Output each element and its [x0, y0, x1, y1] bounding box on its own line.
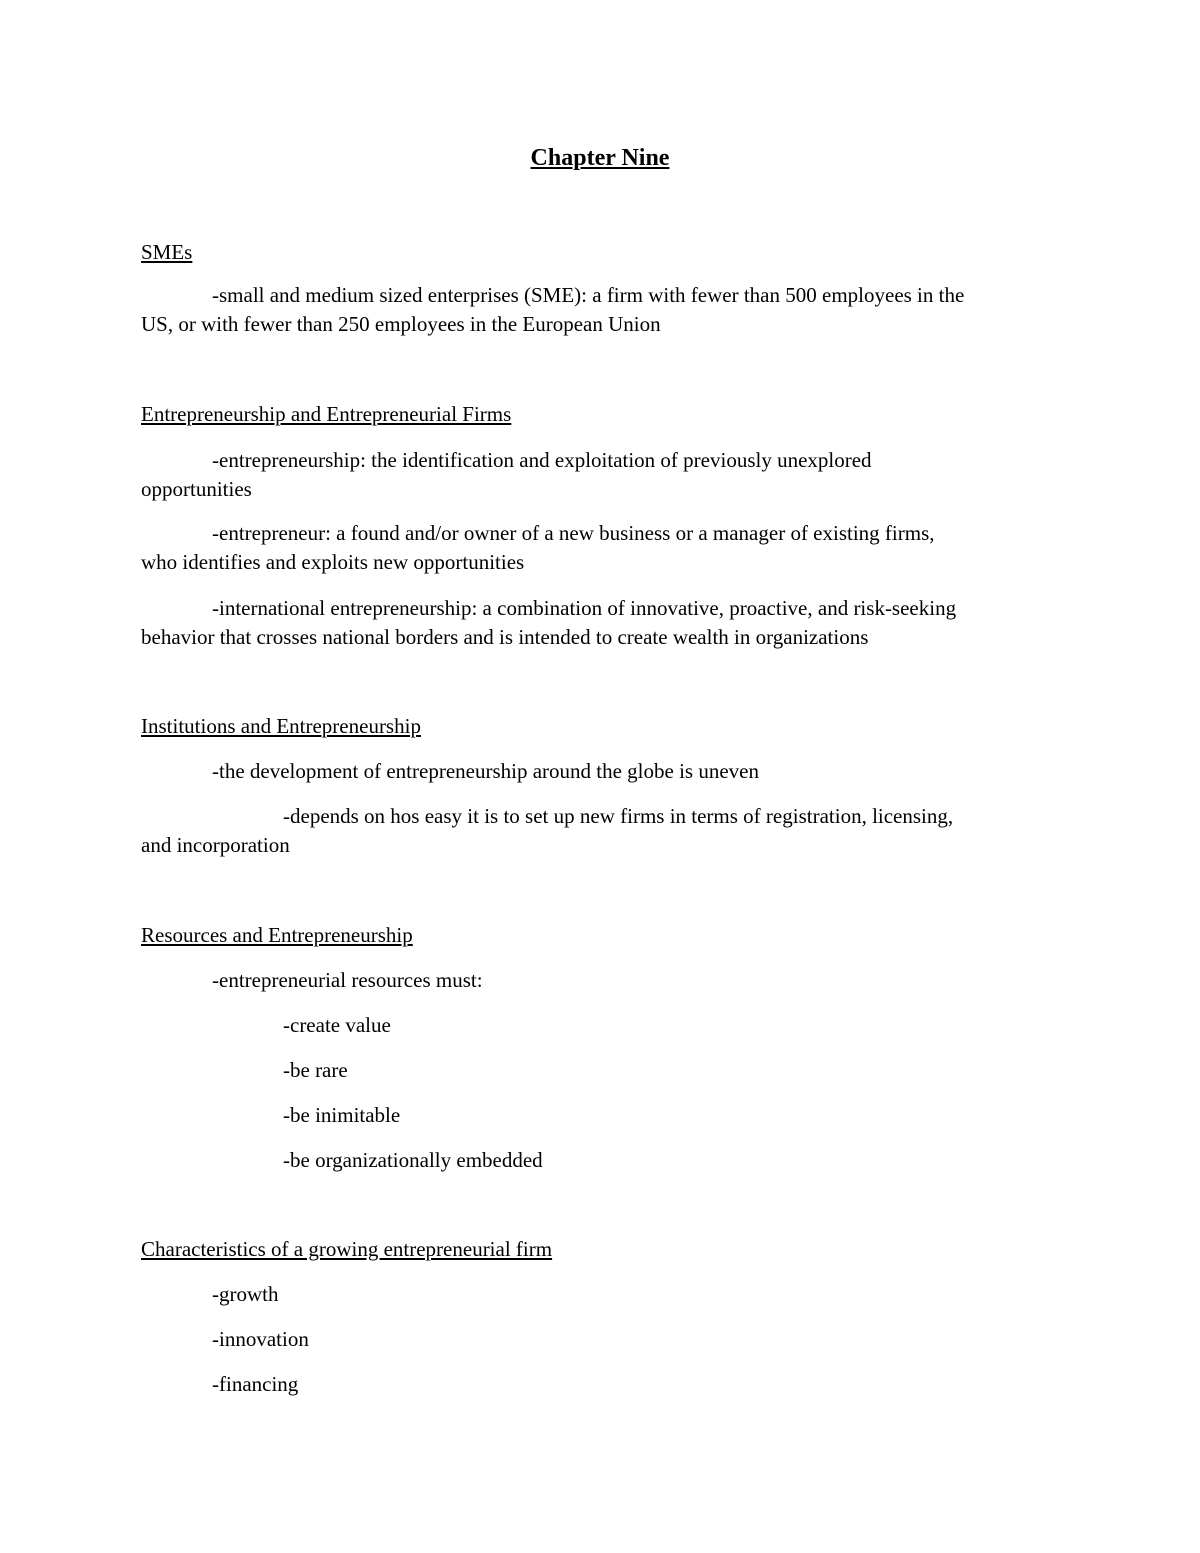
- section-heading-smes: SMEs: [141, 240, 193, 264]
- list-item: -be rare: [283, 1058, 348, 1082]
- paragraph-international-entrepreneurship: [141, 594, 1071, 652]
- paragraph-entrepreneurship-definition: [141, 446, 1071, 504]
- list-item: -be organizationally embedded: [283, 1148, 543, 1172]
- paragraph-line: -entrepreneurship: the identification and exploitation of previously unexplored: [212, 448, 872, 472]
- paragraph-line: -depends on hos easy it is to set up new firms in terms of registration, licensing,: [283, 804, 954, 828]
- list-item: -financing: [212, 1372, 299, 1396]
- paragraph-sme-definition: [141, 281, 1071, 339]
- paragraph-line: opportunities: [141, 477, 252, 501]
- section-heading-institutions: Institutions and Entrepreneurship: [141, 714, 421, 738]
- list-item: -innovation: [212, 1327, 309, 1351]
- paragraph-line: who identifies and exploits new opportunities: [141, 550, 525, 574]
- paragraph-line: and incorporation: [141, 833, 290, 857]
- paragraph-line: US, or with fewer than 250 employees in the European Union: [141, 312, 661, 336]
- paragraph-line: behavior that crosses national borders and is intended to create wealth in organizations: [141, 625, 869, 649]
- paragraph-resources-must: -entrepreneurial resources must:: [212, 968, 483, 992]
- paragraph-development-uneven: -the development of entrepreneurship around the globe is uneven: [212, 759, 759, 783]
- paragraph-entrepreneur-definition: [141, 519, 1071, 577]
- list-item: -create value: [283, 1013, 391, 1037]
- section-heading-resources: Resources and Entrepreneurship: [141, 923, 413, 947]
- page-title: Chapter Nine: [530, 145, 670, 171]
- section-heading-entrepreneurship: Entrepreneurship and Entrepreneurial Firms: [141, 402, 512, 426]
- paragraph-line: -entrepreneur: a found and/or owner of a new business or a manager of existing firms,: [212, 521, 935, 545]
- paragraph-depends-on: [141, 802, 1071, 860]
- paragraph-line: -small and medium sized enterprises (SME): a firm with fewer than 500 employees in the: [212, 283, 965, 307]
- list-item: -be inimitable: [283, 1103, 401, 1127]
- section-heading-characteristics: Characteristics of a growing entrepreneurial firm: [141, 1237, 553, 1261]
- paragraph-line: -international entrepreneurship: a combination of innovative, proactive, and risk-seeking: [212, 596, 957, 620]
- list-item: -growth: [212, 1282, 279, 1306]
